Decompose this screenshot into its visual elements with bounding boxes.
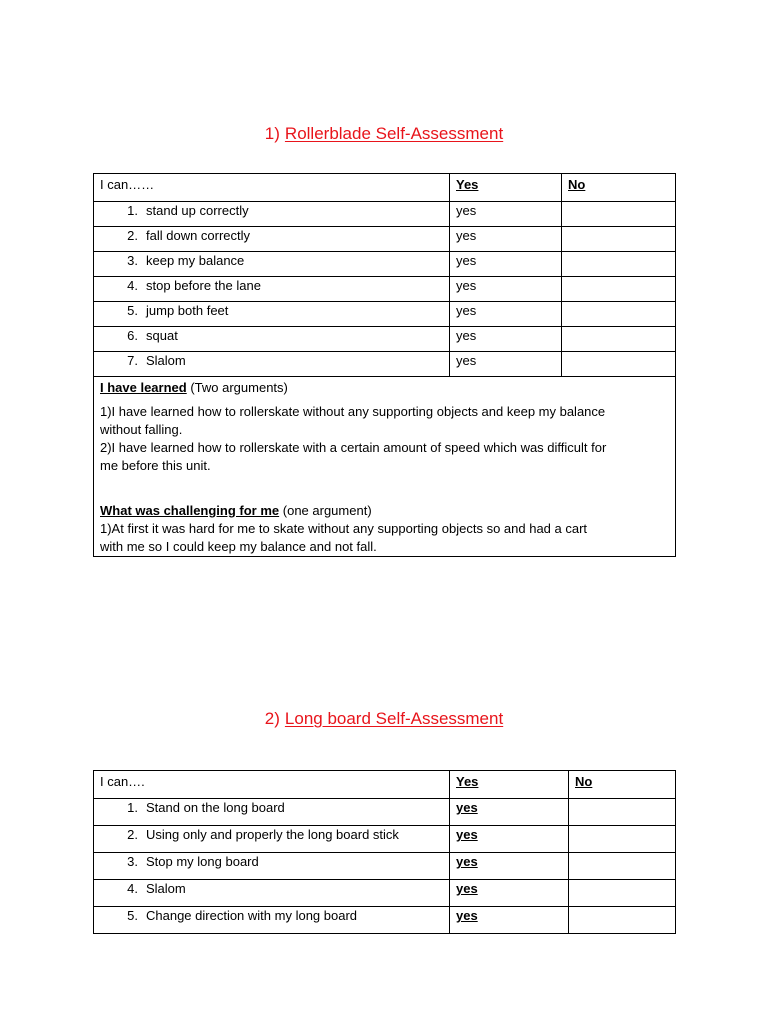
no-cell [569, 799, 676, 826]
no-cell [569, 826, 676, 853]
col-no: No [562, 174, 676, 202]
skill-text: Slalom [146, 881, 186, 896]
table-row: 1. stand up correctly yes [94, 202, 676, 227]
skill-text: Stop my long board [146, 854, 259, 869]
yes-cell: yes [450, 853, 569, 880]
learned-1a: 1)I have learned how to rollerskate without any supporting objects and keep my balance [100, 404, 606, 419]
table-row: 4. Slalom yes [94, 880, 676, 907]
learned-note: (Two arguments) [190, 380, 288, 395]
learned-2b: me before this unit. [100, 458, 211, 473]
skill-text: stop before the lane [146, 278, 261, 293]
yes-cell: yes [450, 202, 562, 227]
table-row: 6. squat yes [94, 327, 676, 352]
no-cell [562, 202, 676, 227]
table-row: 2. fall down correctly yes [94, 227, 676, 252]
skill-text: keep my balance [146, 253, 245, 268]
skill-text: Using only and properly the long board stick [146, 827, 399, 842]
skill-text: Change direction with my long board [146, 908, 358, 923]
col-no: No [569, 771, 676, 799]
yes-cell: yes [450, 352, 562, 377]
section2-title: Long board Self-Assessment [284, 709, 504, 728]
reflection-row [94, 377, 676, 557]
section2-number: 2) [264, 709, 280, 728]
table-row: 4. stop before the lane yes [94, 277, 676, 302]
table-header-row [94, 771, 676, 799]
yes-cell: yes [450, 302, 562, 327]
col-yes: Yes [450, 174, 562, 202]
table-row: 5. jump both feet yes [94, 302, 676, 327]
table-header-row [94, 174, 676, 202]
skill-text: fall down correctly [146, 228, 251, 243]
section1-heading [0, 124, 768, 144]
rollerblade-table [93, 173, 676, 557]
no-cell [569, 853, 676, 880]
table-row: 3. Stop my long board yes [94, 853, 676, 880]
col-i-can: I can…. [94, 771, 450, 799]
yes-cell: yes [450, 277, 562, 302]
table-row: 5. Change direction with my long board yes [94, 907, 676, 934]
yes-cell: yes [450, 880, 569, 907]
col-i-can: I can…… [94, 174, 450, 202]
yes-cell: yes [450, 327, 562, 352]
reflection-cell [94, 377, 676, 557]
skill-text: stand up correctly [146, 203, 249, 218]
yes-cell: yes [450, 907, 569, 934]
yes-cell: yes [450, 799, 569, 826]
no-cell [562, 327, 676, 352]
table-row: 1. Stand on the long board yes [94, 799, 676, 826]
challenge-1b: with me so I could keep my balance and not fall. [100, 539, 377, 554]
no-cell [562, 227, 676, 252]
challenge-1a: 1)At first it was hard for me to skate without any supporting objects so and had a cart [100, 521, 588, 536]
table-row: 3. keep my balance yes [94, 252, 676, 277]
yes-cell: yes [450, 227, 562, 252]
table-row: 2. Using only and properly the long board stick yes [94, 826, 676, 853]
no-cell [562, 352, 676, 377]
no-cell [562, 302, 676, 327]
skill-text: squat [146, 328, 178, 343]
col-yes: Yes [450, 771, 569, 799]
skill-text: Slalom [146, 353, 186, 368]
table-row: 7. Slalom yes [94, 352, 676, 377]
yes-cell: yes [450, 826, 569, 853]
challenge-note: (one argument) [282, 503, 372, 518]
section2-heading [0, 709, 768, 729]
skill-text: Stand on the long board [146, 800, 285, 815]
no-cell [569, 907, 676, 934]
longboard-table [93, 770, 676, 934]
section1-title: Rollerblade Self-Assessment [284, 124, 504, 143]
challenge-label: What was challenging for me [100, 503, 280, 518]
yes-cell: yes [450, 252, 562, 277]
no-cell [569, 880, 676, 907]
learned-label: I have learned [100, 380, 187, 395]
no-cell [562, 252, 676, 277]
learned-1b: without falling. [100, 422, 183, 437]
section1-number: 1) [264, 124, 280, 143]
skill-text: jump both feet [146, 303, 229, 318]
no-cell [562, 277, 676, 302]
learned-2a: 2)I have learned how to rollerskate with a certain amount of speed which was difficult for [100, 440, 607, 455]
